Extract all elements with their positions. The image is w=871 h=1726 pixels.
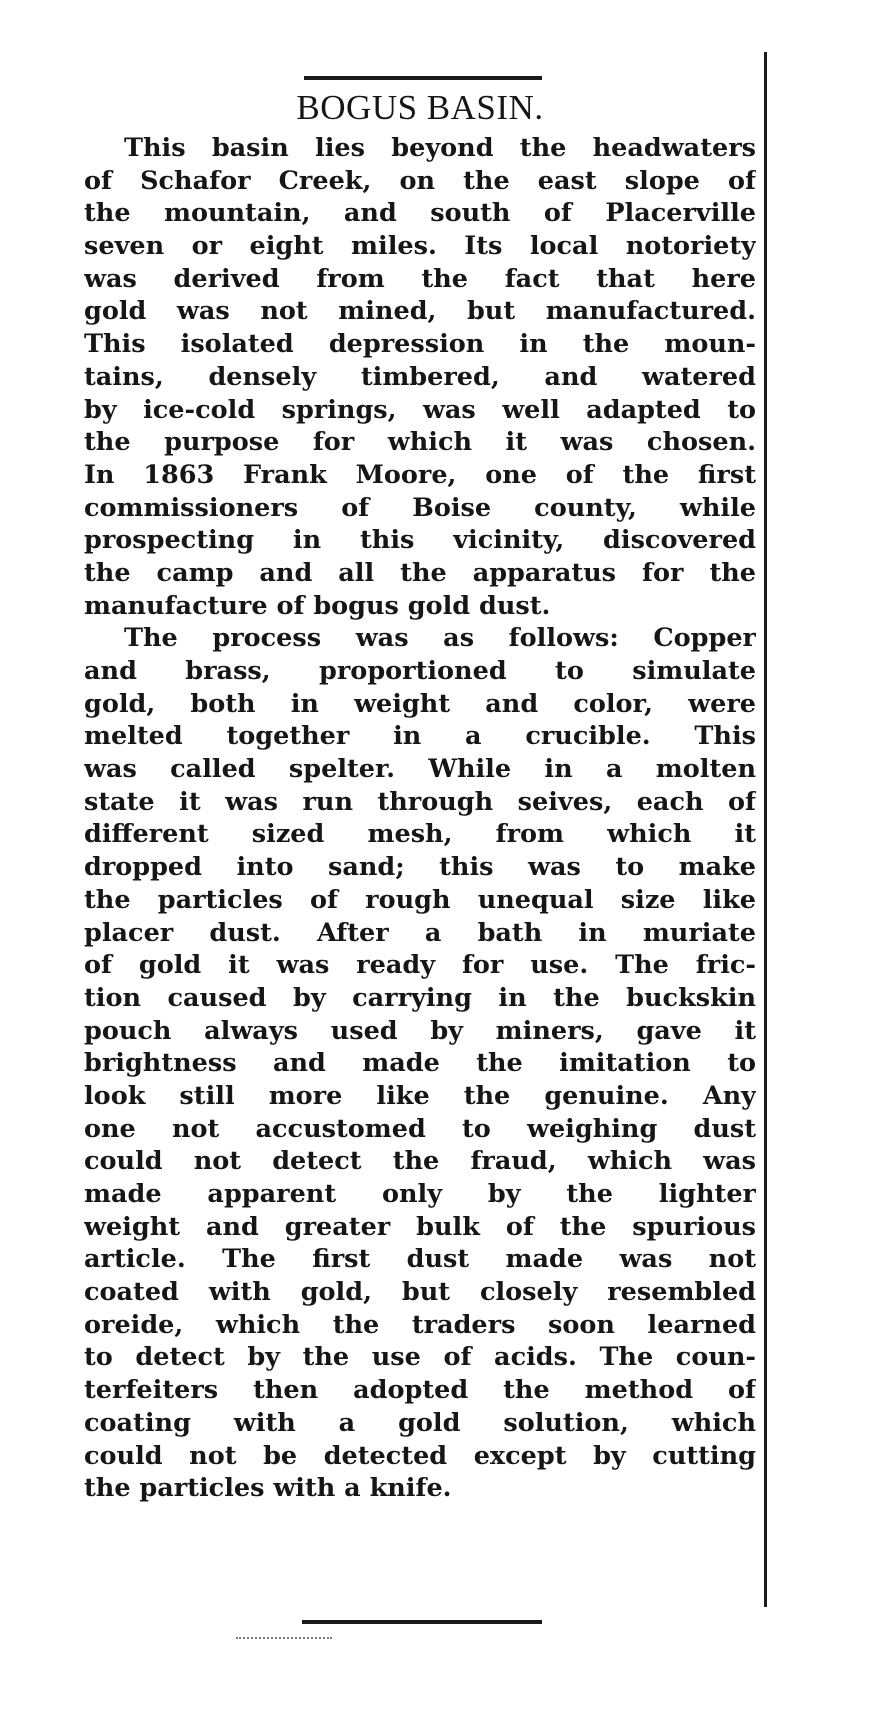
text-line: tion caused by carrying in the buckskin: [84, 982, 756, 1013]
text-line: In 1863 Frank Moore, one of the first: [84, 459, 756, 490]
text-line: the particles with a knife.: [84, 1473, 452, 1504]
text-line: This basin lies beyond the headwaters: [124, 133, 756, 163]
text-line: made apparent only by the lighter: [84, 1179, 756, 1209]
text-line: the particles of rough unequal size like: [84, 884, 756, 915]
text-line: pouch always used by miners, gave it: [84, 1015, 756, 1046]
article-end-rule: [302, 1620, 542, 1624]
text-line: different sized mesh, from which it: [84, 819, 756, 850]
text-line: the purpose for which it was chosen.: [84, 427, 756, 458]
text-line: seven or eight miles. Its local notoriety: [84, 231, 756, 262]
text-line: prospecting in this vicinity, discovered: [84, 525, 756, 556]
text-line: commissioners of Boise county, while: [84, 492, 756, 523]
text-line: could not detect the fraud, which was: [84, 1146, 756, 1177]
text-line: gold was not mined, but manufactured.: [84, 296, 756, 327]
article-body: [84, 132, 756, 1505]
text-line: melted together in a crucible. This: [84, 721, 756, 752]
paragraph-2: [84, 622, 756, 1505]
text-line: the mountain, and south of Placerville: [84, 198, 756, 229]
text-line: weight and greater bulk of the spurious: [84, 1211, 756, 1242]
text-line: of Schafor Creek, on the east slope of: [84, 165, 756, 196]
text-line: gold, both in weight and color, were: [84, 688, 756, 719]
text-line: coated with gold, but closely resembled: [84, 1277, 756, 1308]
text-line: article. The first dust made was not: [84, 1244, 756, 1275]
text-line: This isolated depression in the moun-: [84, 329, 756, 360]
text-line: could not be detected except by cutting: [84, 1440, 756, 1471]
text-line: to detect by the use of acids. The coun-: [84, 1342, 756, 1373]
print-smudge: [236, 1637, 332, 1641]
text-line: manufacture of bogus gold dust.: [84, 590, 551, 621]
text-line: was derived from the fact that here: [84, 263, 756, 294]
text-line: and brass, proportioned to simulate: [84, 656, 756, 686]
text-line: was called spelter. While in a molten: [84, 754, 756, 785]
text-line: by ice-cold springs, was well adapted to: [84, 394, 756, 425]
text-line: one not accustomed to weighing dust: [84, 1113, 756, 1144]
text-line: state it was run through seives, each of: [84, 786, 756, 817]
text-line: dropped into sand; this was to make: [84, 852, 756, 883]
paragraph-1: [84, 132, 756, 622]
text-line: coating with a gold solution, which: [84, 1407, 756, 1438]
text-line: terfeiters then adopted the method of: [84, 1375, 756, 1406]
headline-rule-top: [304, 76, 542, 80]
text-line: of gold it was ready for use. The fric-: [84, 950, 756, 981]
headline: BOGUS BASIN.: [296, 88, 544, 127]
text-line: placer dust. After a bath in muriate: [84, 917, 756, 948]
column-rule: [764, 52, 767, 1607]
text-line: tains, densely timbered, and watered: [84, 361, 756, 392]
text-line: look still more like the genuine. Any: [84, 1080, 756, 1111]
text-line: brightness and made the imitation to: [84, 1048, 756, 1079]
text-line: the camp and all the apparatus for the: [84, 557, 756, 588]
text-line: oreide, which the traders soon learned: [84, 1309, 756, 1340]
text-line: The process was as follows: Copper: [124, 623, 756, 654]
